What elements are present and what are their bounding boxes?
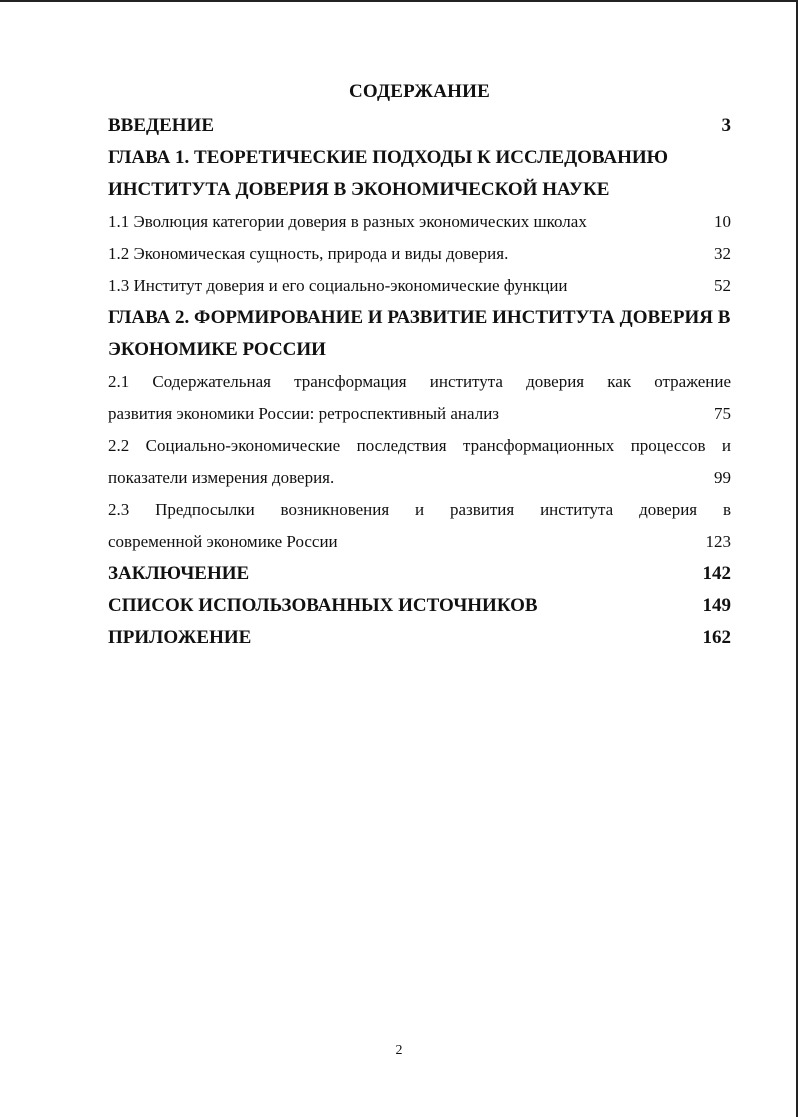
toc-entry-label: ПРИЛОЖЕНИЕ <box>108 627 252 648</box>
toc-entry-label: СПИСОК ИСПОЛЬЗОВАННЫХ ИСТОЧНИКОВ <box>108 595 538 616</box>
toc-entry-page: 162 <box>702 627 731 648</box>
toc-entry-page: 75 <box>714 404 731 423</box>
page-title: СОДЕРЖАНИЕ <box>349 81 490 102</box>
toc-entry-2-1[interactable] <box>108 366 731 430</box>
toc-entry-line-2: развития экономики России: ретроспективный анализ <box>108 404 500 423</box>
page-number: 2 <box>395 1043 403 1058</box>
toc-entry-label: ЗАКЛЮЧЕНИЕ <box>108 563 250 584</box>
toc-entry-page: 32 <box>714 244 731 263</box>
toc-entry-page: 52 <box>714 276 731 295</box>
toc-entry-appendix[interactable] <box>108 622 731 654</box>
scan-border-top <box>0 0 798 2</box>
toc-entry-line-1: 2.3 Предпосылки возникновения и развития института доверия в <box>108 500 731 519</box>
toc-entry-line-1: 2.2 Социально-экономические последствия трансформационных процессов и <box>108 436 731 455</box>
chapter-1-line-2: ИНСТИТУТА ДОВЕРИЯ В ЭКОНОМИЧЕСКОЙ НАУКЕ <box>108 179 610 200</box>
chapter-1-sections <box>108 206 731 302</box>
toc-entry-1-3[interactable] <box>108 270 731 302</box>
toc-entry-line-2: показатели измерения доверия. <box>108 468 335 487</box>
chapter-1-line-1: ГЛАВА 1. ТЕОРЕТИЧЕСКИЕ ПОДХОДЫ К ИССЛЕДОВАНИЮ <box>108 147 669 168</box>
toc-entry-page: 142 <box>702 563 731 584</box>
toc-entry-intro[interactable] <box>108 110 731 142</box>
toc-entry-page: 3 <box>721 115 731 136</box>
toc-entry-2-3[interactable] <box>108 494 731 558</box>
toc-entry-page: 149 <box>702 595 731 616</box>
toc-entry-1-2[interactable] <box>108 238 731 270</box>
toc-entry-conclusion[interactable] <box>108 558 731 590</box>
chapter-2-line-2: ЭКОНОМИКЕ РОССИИ <box>108 339 326 360</box>
toc-entry-page: 99 <box>714 468 731 487</box>
chapter-2-line-1: ГЛАВА 2. ФОРМИРОВАНИЕ И РАЗВИТИЕ ИНСТИТУТА ДОВЕРИЯ В <box>108 307 731 328</box>
toc-entry-2-2[interactable] <box>108 430 731 494</box>
chapter-2-heading[interactable] <box>108 302 731 366</box>
toc-entry-1-1[interactable] <box>108 206 731 238</box>
toc-entry-label: 1.2 Экономическая сущность, природа и виды доверия. <box>108 244 509 263</box>
toc-entry-line-1: 2.1 Содержательная трансформация института доверия как отражение <box>108 372 731 391</box>
chapter-1-heading[interactable] <box>108 142 731 206</box>
toc-entry-label: ВВЕДЕНИЕ <box>108 115 214 136</box>
table-of-contents <box>108 78 731 654</box>
toc-entry-line-2: современной экономике России <box>108 532 338 551</box>
toc-entry-page: 10 <box>714 212 731 231</box>
toc-entry-references[interactable] <box>108 590 731 622</box>
chapter-2-sections <box>108 366 731 558</box>
toc-entry-label: 1.3 Институт доверия и его социально-экономические функции <box>108 276 568 295</box>
toc-entry-label: 1.1 Эволюция категории доверия в разных экономических школах <box>108 212 587 231</box>
toc-entry-page: 123 <box>705 532 731 551</box>
